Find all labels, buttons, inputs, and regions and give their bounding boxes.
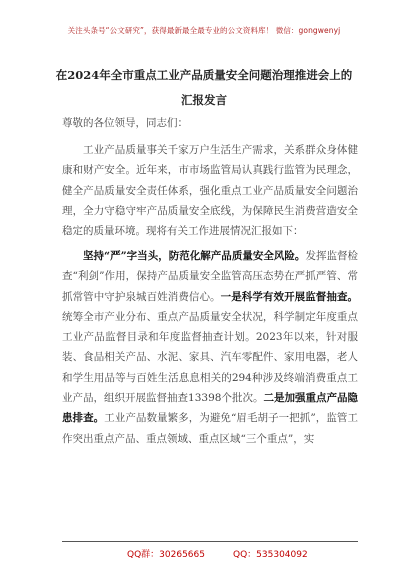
paragraph-lead-heading: 坚持“严”字当头，防范化解产品质量安全风险。 (83, 250, 306, 262)
header-banner: 关注头条号“公文研究”，获得最新最全最专业的公文资料库！ 微信：gongwenyj (67, 26, 341, 35)
paragraph-text: 发挥监督检查“利剑”作用，保持产品质量安全监管高压态势在严抓严管、常抓常管中守护泉城百姓消费信心。 (62, 250, 358, 303)
sub-heading-2: 二是加强重点产品隐患排查。 (62, 392, 358, 425)
document-title-line-2: 汇报发言 (181, 93, 227, 107)
paragraph-intro: 工业产品质量事关千家万户生活生产需求，关系群众身体健康和财产安全。近年来，市市场监管局认真践行监管为民理念，健全产品质量安全责任体系，强化重点工业产品质量安全问题治理，全力守稳守牢产品质量安全底线，为保障民生消费营造安全稳定的质量环境。现将有关工作进展情况汇报如下： (62, 144, 358, 238)
sub-heading-1: 一是科学有效开展监督抽查。 (220, 290, 359, 303)
paragraph-supervision (62, 246, 358, 449)
footer-divider (62, 541, 358, 542)
footer-qq-group: QQ群：30265665 (127, 550, 205, 560)
paragraph-text: 统筹全市产业分布、重点产品质量安全状况，科学制定年度重点工业产品监督目录和年度监督抽查计划。2023年以来，针对服装、食品相关产品、水泥、家具、汽车零配件、家用电器，老人和学生用品等与百姓生活息息相关的294种涉及终端消费重点工业产品，组织开展监督抽查13398个批次。 (62, 310, 358, 405)
footer-qq-contact: QQ：535304092 (233, 550, 308, 560)
paragraph-text: 工业产品数量繁多，为避免“眉毛胡子一把抓”，监管工作突出重点产品、重点领域、重点区域“三个重点”，实 (62, 412, 358, 445)
greeting: 尊敬的各位领导，同志们： (62, 117, 188, 129)
document-title-line-1: 在2024年全市重点工业产品质量安全问题治理推进会上的 (55, 68, 353, 82)
